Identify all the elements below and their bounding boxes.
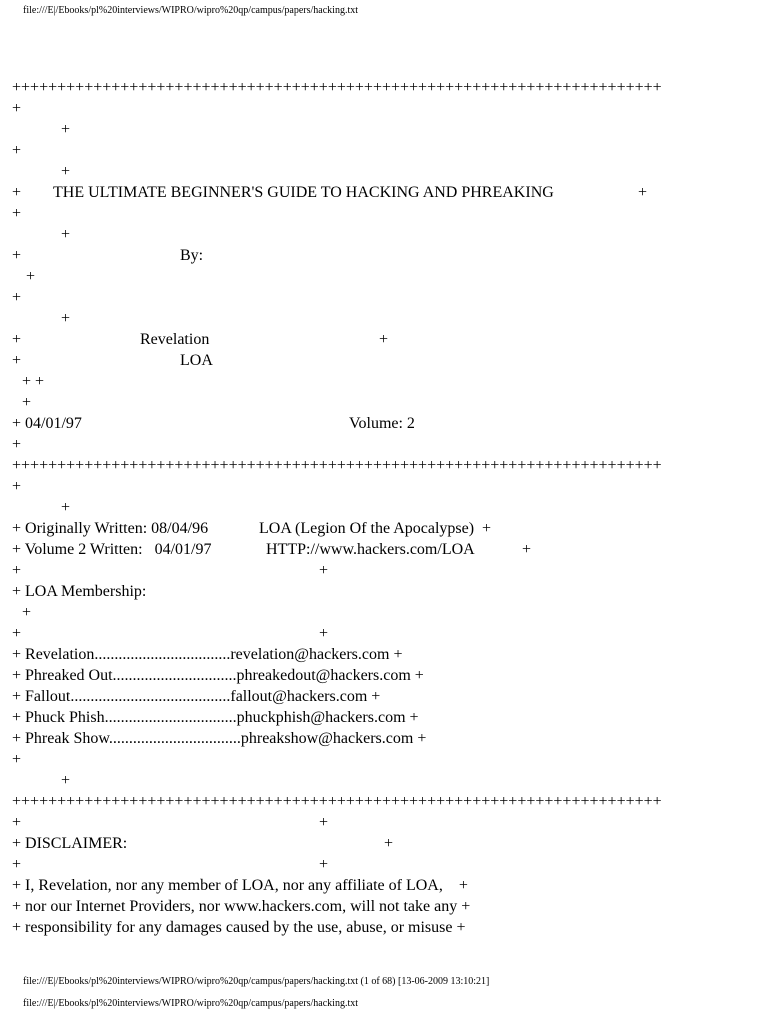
- disclaimer-line: + responsibility for any damages caused by the use, abuse, or misuse +: [12, 919, 466, 936]
- group-name: LOA: [180, 352, 213, 369]
- member-entry: + Phreak Show.................................phreakshow@hackers.com +: [12, 730, 427, 747]
- border-line: ++++++++++++++++++++++++++++++++++++++++++++++++++++++++++++++++++++++++: [12, 457, 662, 474]
- volume-2-written: + Volume 2 Written: 04/01/97: [12, 541, 212, 558]
- plus-marker: +: [12, 289, 22, 306]
- plus-marker: +: [26, 268, 36, 285]
- member-entry: + Phuck Phish.................................phuckphish@hackers.com +: [12, 709, 419, 726]
- plus-marker: +: [12, 142, 22, 159]
- volume-label: Volume: 2: [349, 415, 415, 432]
- author-name: Revelation: [140, 331, 210, 348]
- plus-marker: +: [12, 436, 22, 453]
- plus-marker: +: [12, 625, 22, 642]
- plus-marker: +: [61, 499, 71, 516]
- plus-marker: +: [319, 562, 329, 579]
- plus-marker: +: [12, 331, 22, 348]
- plus-marker: +: [61, 772, 71, 789]
- member-entry: + Revelation..................................revelation@hackers.com +: [12, 646, 403, 663]
- plus-marker: +: [12, 562, 22, 579]
- plus-marker: +: [12, 184, 22, 201]
- plus-marker: + +: [22, 373, 45, 390]
- plus-marker: +: [61, 310, 71, 327]
- plus-marker: +: [61, 121, 71, 138]
- plus-marker: +: [22, 604, 32, 621]
- plus-marker: +: [61, 226, 71, 243]
- plus-marker: +: [319, 814, 329, 831]
- plus-marker: +: [319, 625, 329, 642]
- plus-marker: +: [638, 184, 648, 201]
- plus-marker: +: [12, 352, 22, 369]
- plus-marker: +: [12, 247, 22, 264]
- border-line: ++++++++++++++++++++++++++++++++++++++++++++++++++++++++++++++++++++++++: [12, 79, 662, 96]
- plus-marker: +: [22, 394, 32, 411]
- originally-written: + Originally Written: 08/04/96: [12, 520, 209, 537]
- plus-marker: +: [384, 835, 394, 852]
- membership-label: + LOA Membership:: [12, 583, 147, 600]
- disclaimer-line: + nor our Internet Providers, nor www.hackers.com, will not take any +: [12, 898, 471, 915]
- document-title: THE ULTIMATE BEGINNER'S GUIDE TO HACKING AND PHREAKING: [53, 184, 554, 201]
- border-line: ++++++++++++++++++++++++++++++++++++++++++++++++++++++++++++++++++++++++: [12, 793, 662, 810]
- plus-marker: +: [12, 100, 22, 117]
- footer-page-info: file:///E|/Ebooks/pl%20interviews/WIPRO/wipro%20qp/campus/papers/hacking.txt (1 of 68) [13-06-2009 13:10:21]: [23, 976, 490, 987]
- footer-file-url: file:///E|/Ebooks/pl%20interviews/WIPRO/wipro%20qp/campus/papers/hacking.txt: [23, 998, 358, 1009]
- member-entry: + Fallout........................................fallout@hackers.com +: [12, 688, 381, 705]
- plus-marker: +: [12, 856, 22, 873]
- plus-marker: +: [12, 814, 22, 831]
- release-date: + 04/01/97: [12, 415, 82, 432]
- by-label: By:: [180, 247, 204, 264]
- plus-marker: +: [319, 856, 329, 873]
- disclaimer-label: + DISCLAIMER:: [12, 835, 128, 852]
- plus-marker: +: [522, 541, 532, 558]
- plus-marker: +: [12, 205, 22, 222]
- plus-marker: +: [12, 478, 22, 495]
- plus-marker: +: [379, 331, 389, 348]
- group-full-name: LOA (Legion Of the Apocalypse) +: [259, 520, 492, 537]
- website-url: HTTP://www.hackers.com/LOA: [266, 541, 475, 558]
- member-entry: + Phreaked Out...............................phreakedout@hackers.com +: [12, 667, 424, 684]
- disclaimer-line: + I, Revelation, nor any member of LOA, nor any affiliate of LOA, +: [12, 877, 468, 894]
- plus-marker: +: [61, 163, 71, 180]
- plus-marker: +: [12, 751, 22, 768]
- header-file-url: file:///E|/Ebooks/pl%20interviews/WIPRO/wipro%20qp/campus/papers/hacking.txt: [23, 5, 358, 16]
